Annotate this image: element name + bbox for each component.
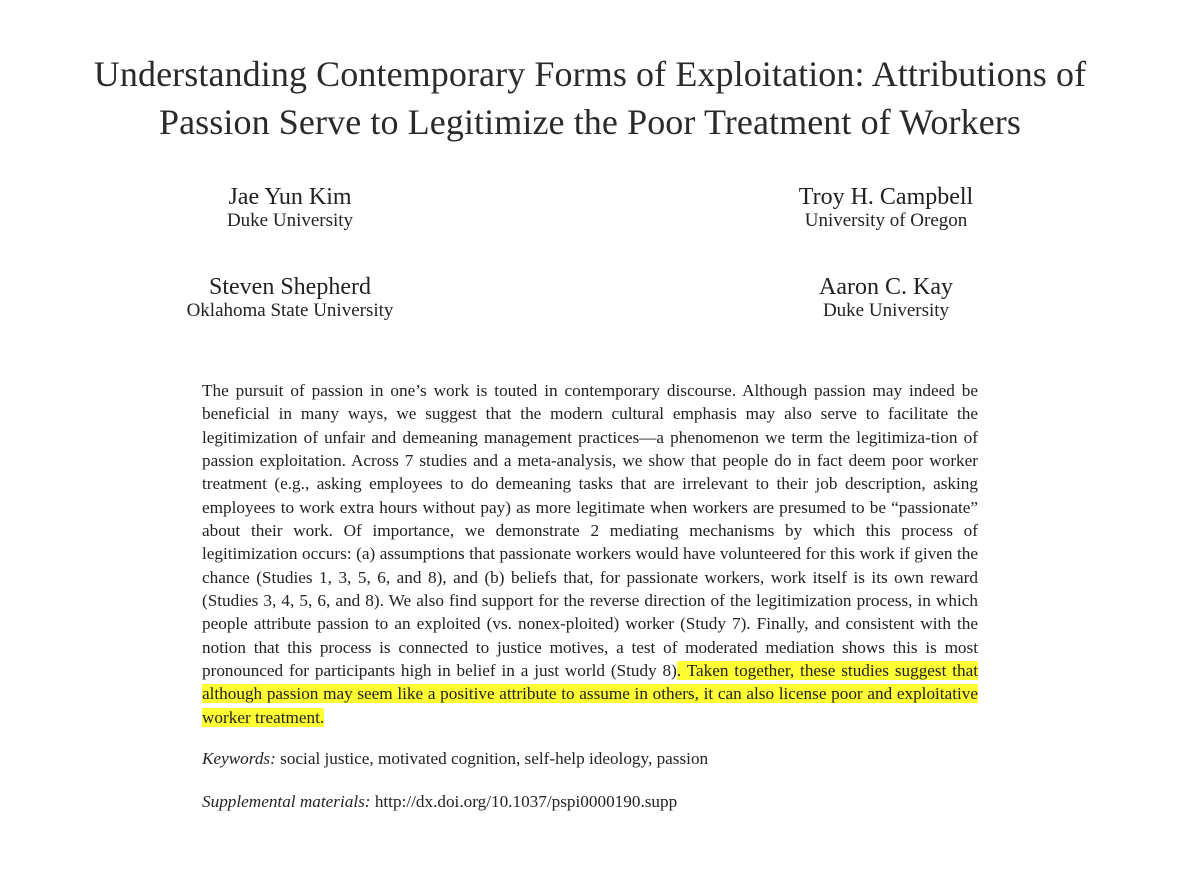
author-name: Jae Yun Kim	[228, 184, 352, 210]
keywords-text: social justice, motivated cognition, self-help ideology, passion	[280, 749, 709, 768]
title-line-2: Passion Serve to Legitimize the Poor Treatment of Workers	[158, 102, 1022, 142]
supplemental-label: Supplemental materials:	[202, 792, 371, 811]
author-name: Troy H. Campbell	[798, 184, 974, 210]
supplemental-link[interactable]: http://dx.doi.org/10.1037/pspi0000190.supp	[374, 792, 678, 811]
paper-title	[0, 50, 1180, 146]
author-block	[736, 184, 1036, 232]
supplemental-line	[202, 791, 982, 813]
title-line-1: Understanding Contemporary Forms of Exploitation: Attributions of	[93, 54, 1087, 94]
author-block	[140, 184, 440, 232]
keywords-line	[202, 748, 982, 770]
author-block	[140, 274, 440, 322]
abstract	[202, 379, 978, 729]
author-affiliation: University of Oregon	[804, 210, 968, 231]
author-name: Aaron C. Kay	[819, 274, 953, 300]
author-affiliation: Duke University	[822, 300, 950, 321]
abstract-highlighted-text: . Taken together, these studies suggest that although passion may seem like a positive attribute to assume in others, it can also license poor and exploitative worker treatment.	[202, 661, 979, 727]
keywords-label: Keywords:	[202, 749, 276, 768]
abstract-text: The pursuit of passion in one’s work is touted in contemporary discourse. Although passion may indeed be beneficial in many ways, we suggest that the modern cultural emphasis may also serve to facilitate the legitimization of unfair and demeaning management practices—a phenomenon we term the legitimiza-tion of passion exploitation. Across 7 studies and a meta-analysis, we show that people do in fact deem poor worker treatment (e.g., asking employees to do demeaning tasks that are irrelevant to their job description, asking employees to work extra hours without pay) as more legitimate when workers are presumed to be “passionate” about their work. Of importance, we demonstrate 2 mediating mechanisms by which this process of legitimization occurs: (a) assumptions that passionate workers would have volunteered for this work if given the chance (Studies 1, 3, 5, 6, and 8), and (b) beliefs that, for passionate workers, work itself is its own reward (Studies 3, 4, 5, 6, and 8). We also find support for the reverse direction of the legitimization process, in which people attribute passion to an exploited (vs. nonex-ploited) worker (Study 7). Finally, and consistent with the notion that this process is connected to justice motives, a test of moderated mediation shows this is most pronounced for participants high in belief in a just world (Study 8)	[202, 381, 978, 681]
author-name: Steven Shepherd	[209, 274, 371, 300]
author-block	[736, 274, 1036, 322]
author-affiliation: Oklahoma State University	[186, 300, 394, 321]
author-affiliation: Duke University	[226, 210, 354, 231]
